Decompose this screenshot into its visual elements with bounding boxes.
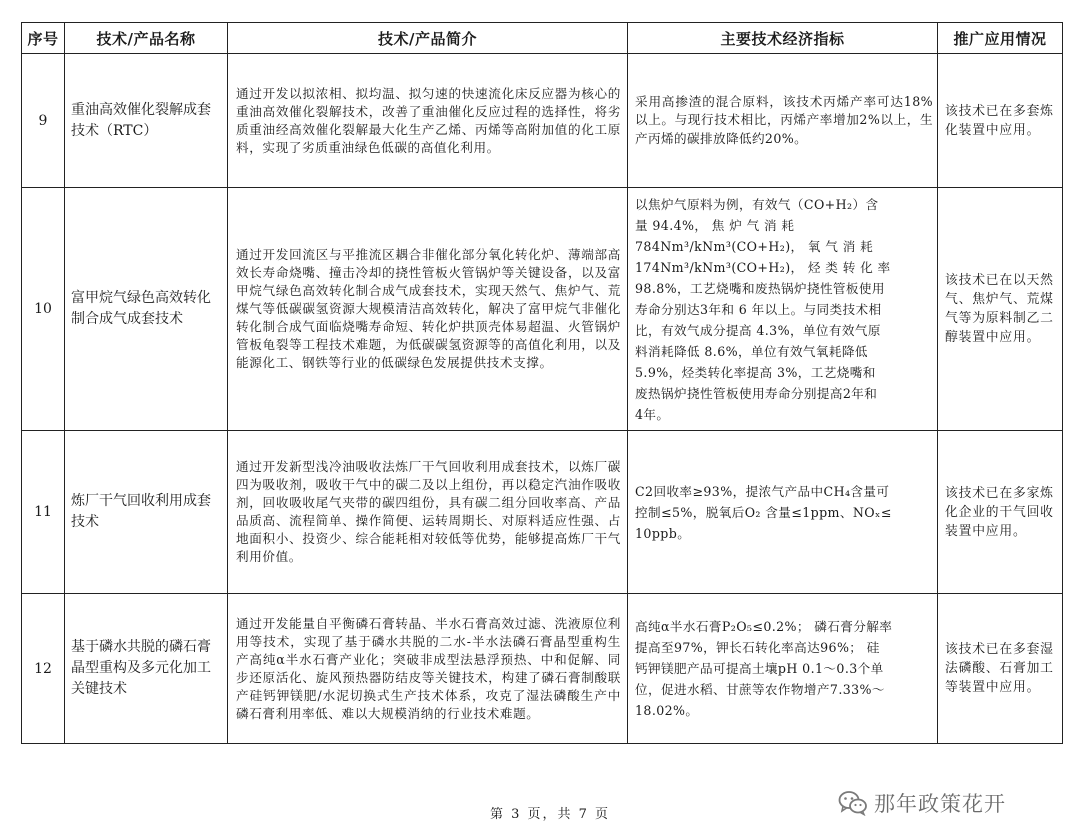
wechat-icon (838, 790, 868, 816)
indicator-line: 比，有效气成分提高 4.3%，单位有效气原 (635, 322, 881, 338)
row-number: 11 (22, 431, 65, 594)
key-indicators (628, 594, 938, 744)
header-product-intro: 技术/产品简介 (228, 23, 628, 54)
key-indicators (628, 431, 938, 594)
row-number: 10 (22, 188, 65, 431)
product-name: 基于磷水共脱的磷石膏晶型重构及多元化加工关键技术 (65, 594, 228, 744)
indicator-line: 784Nm³/kNm³(CO+H₂)， 氧 气 消 耗 (635, 238, 874, 254)
technology-table (21, 22, 1063, 744)
product-intro: 通过开发以拟浓相、拟均温、拟匀速的快速流化床反应器为核心的重油高效催化裂解技术，改善了重油催化反应过程的选择性，将劣质重油经高效催化裂解最大化生产乙烯、丙烯等高附加值的化工原料，实现了劣质重油绿色低碳的高值化利用。 (228, 54, 628, 188)
table-row (22, 188, 1063, 431)
product-intro: 通过开发能量自平衡磷石膏转晶、半水石膏高效过滤、洗液原位利用等技术，实现了基于磷水共脱的二水-半水法磷石膏晶型重构生产高纯α半水石膏产业化；突破非成型法悬浮预热、中和促解、同步还原活化、旋风预热器防结皮等关键技术，构建了磷石膏制酸联产硅钙钾镁肥/水泥切换式生产技术体系，攻克了湿法磷酸生产中磷石膏利用率低、难以大规模消纳的行业技术难题。 (228, 594, 628, 744)
product-intro: 通过开发回流区与平推流区耦合非催化部分氧化转化炉、薄端部高效长寿命烧嘴、撞击冷却的挠性管板火管锅炉等关键设备，以及富甲烷气绿色高效转化制合成气成套技术，实现天然气、焦炉气、荒煤气等低碳碳氢资源大规模清洁高效转化，解决了富甲烷气非催化转化制合成气面临烧嘴寿命短、转化炉拱顶壳体易超温、火管锅炉管板龟裂等工程技术难题，为低碳碳氢资源等的高值化利用，以及能源化工、钢铁等行业的低碳绿色发展提供技术支撑。 (228, 188, 628, 431)
indicator-line: 以焦炉气原料为例，有效气（CO+H₂）含 (635, 196, 879, 212)
application-status: 该技术已在多家炼化企业的干气回收装置中应用。 (938, 431, 1063, 594)
header-serial-number: 序号 (22, 23, 65, 54)
application-status: 该技术已在多套湿法磷酸、石膏加工等装置中应用。 (938, 594, 1063, 744)
watermark (838, 786, 1006, 820)
indicator-line: 10ppb。 (635, 525, 691, 541)
indicator-line: 废热锅炉挠性管板使用寿命分别提高2年和 (635, 385, 878, 401)
indicator-line: 钙钾镁肥产品可提高土壤pH 0.1～0.3个单 (635, 661, 884, 676)
product-intro: 通过开发新型浅冷油吸收法炼厂干气回收利用成套技术，以炼厂碳四为吸收剂，吸收干气中的碳二及以上组份，再以稳定汽油作吸收剂，回收吸收尾气夹带的碳四组份，具有碳二组分回收率高、产品品质高、流程简单、操作简便、运转周期长、对原料适应性强、占地面积小、投资少、综合能耗相对较低等优势，能够提高炼厂干气利用价值。 (228, 431, 628, 594)
indicator-line: 提高至97%，钾长石转化率高达96%； 硅 (635, 640, 880, 655)
key-indicators (628, 188, 938, 431)
header-key-indicators: 主要技术经济指标 (628, 23, 938, 54)
table-row (22, 54, 1063, 188)
application-status: 该技术已在多套炼化装置中应用。 (938, 54, 1063, 188)
page-footer: 第 3 页，共 7 页 (489, 807, 611, 822)
indicator-line: 4年。 (635, 406, 670, 422)
indicator-line: 量 94.4%， 焦 炉 气 消 耗 (635, 217, 795, 233)
table-header-row (22, 23, 1063, 54)
indicator-line: 料消耗降低 8.6%，单位有效气氧耗降低 (635, 343, 868, 359)
header-application-status: 推广应用情况 (938, 23, 1063, 54)
indicator-line: 18.02%。 (635, 703, 699, 718)
watermark-text: 那年政策花开 (874, 792, 1006, 816)
indicator-line: 174Nm³/kNm³(CO+H₂)， 烃 类 转 化 率 (635, 259, 891, 275)
table-row (22, 431, 1063, 594)
key-indicators: 采用高掺渣的混合原料，该技术丙烯产率可达18%以上。与现行技术相比，丙烯产率增加2%以上，生产丙烯的碳排放降低约20%。 (628, 54, 938, 188)
indicator-line: 5.9%，烃类转化率提高 3%，工艺烧嘴和 (635, 364, 876, 380)
indicator-line: 寿命分别达3年和 6 年以上。与同类技术相 (635, 301, 882, 317)
product-name: 富甲烷气绿色高效转化制合成气成套技术 (65, 188, 228, 431)
row-number: 9 (22, 54, 65, 188)
product-name: 重油高效催化裂解成套技术（RTC） (65, 54, 228, 188)
application-status: 该技术已在以天然气、焦炉气、荒煤气等为原料制乙二醇装置中应用。 (938, 188, 1063, 431)
indicator-line: 98.8%，工艺烧嘴和废热锅炉挠性管板使用 (635, 280, 885, 296)
table-row (22, 594, 1063, 744)
indicator-line: 位，促进水稻、甘蔗等农作物增产7.33%～ (635, 682, 885, 697)
indicator-line: 控制≤5%，脱氧后O₂ 含量≤1ppm、NOₓ≤ (635, 504, 892, 520)
product-name: 炼厂干气回收利用成套技术 (65, 431, 228, 594)
indicator-line: 高纯α半水石膏P₂O₅≤0.2%； 磷石膏分解率 (635, 619, 893, 634)
row-number: 12 (22, 594, 65, 744)
indicator-line: C2回收率≥93%，提浓气产品中CH₄含量可 (635, 483, 890, 499)
header-product-name: 技术/产品名称 (65, 23, 228, 54)
